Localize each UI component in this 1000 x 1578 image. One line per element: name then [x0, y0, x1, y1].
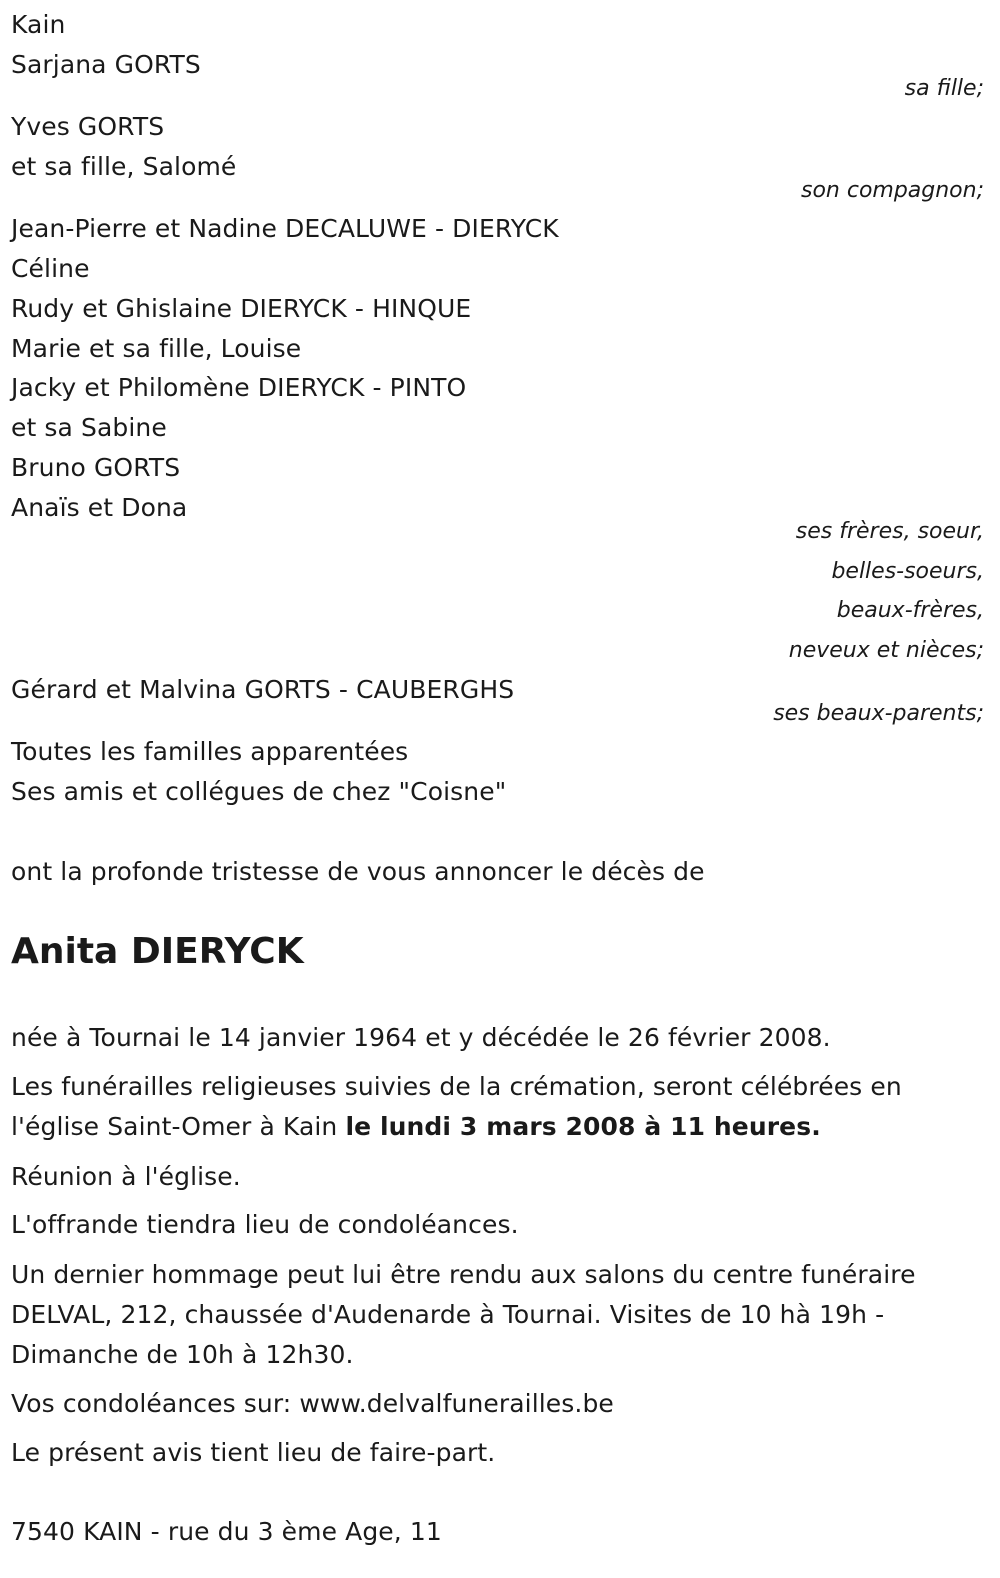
deceased-name: Anita DIERYCK — [11, 931, 304, 972]
family-line: Céline — [11, 254, 90, 283]
announcement-text: ont la profonde tristesse de vous annoncer le décès de — [11, 857, 705, 886]
family-line: Bruno GORTS — [11, 453, 181, 482]
faire-part-text: Le présent avis tient lieu de faire-part. — [11, 1438, 496, 1467]
family-line: et sa fille, Salomé — [11, 152, 237, 181]
hommage-text: DELVAL, 212, chaussée d'Audenarde à Tournai. Visites de 10 hà 19h - — [11, 1300, 885, 1329]
relation-label: neveux et nièces; — [788, 638, 984, 663]
relation-label: beaux-frères, — [836, 598, 984, 623]
family-line: Rudy et Ghislaine DIERYCK - HINQUE — [11, 294, 472, 323]
hommage-text: Dimanche de 10h à 12h30. — [11, 1340, 354, 1369]
family-line: Jean-Pierre et Nadine DECALUWE - DIERYCK — [11, 214, 559, 243]
funeral-date: le lundi 3 mars 2008 à 11 heures. — [345, 1112, 821, 1141]
family-line: Marie et sa fille, Louise — [11, 334, 302, 363]
birth-death-text: née à Tournai le 14 janvier 1964 et y décédée le 26 février 2008. — [11, 1023, 831, 1052]
funeral-text — [11, 1112, 821, 1142]
reunion-text: Réunion à l'église. — [11, 1162, 241, 1191]
funeral-text: Les funérailles religieuses suivies de la crémation, seront célébrées en — [11, 1072, 902, 1101]
family-line: Yves GORTS — [11, 112, 165, 141]
relation-label: ses beaux-parents; — [773, 701, 984, 726]
family-line: Jacky et Philomène DIERYCK - PINTO — [11, 373, 467, 402]
condoleances-text: Vos condoléances sur: www.delvalfunerailles.be — [11, 1389, 614, 1418]
hommage-text: Un dernier hommage peut lui être rendu aux salons du centre funéraire — [11, 1260, 916, 1289]
relation-label: belles-soeurs, — [831, 559, 984, 584]
funeral-place: l'église Saint-Omer à Kain — [11, 1112, 346, 1141]
family-line: Kain — [11, 10, 66, 39]
offrande-text: L'offrande tiendra lieu de condoléances. — [11, 1210, 519, 1239]
family-line: et sa Sabine — [11, 413, 167, 442]
relation-label: son compagnon; — [800, 178, 984, 203]
family-line: Gérard et Malvina GORTS - CAUBERGHS — [11, 675, 515, 704]
address-text: 7540 KAIN - rue du 3 ème Age, 11 — [11, 1517, 442, 1546]
family-line: Anaïs et Dona — [11, 493, 188, 522]
relation-label: sa fille; — [904, 76, 984, 101]
family-line: Ses amis et collégues de chez "Coisne" — [11, 777, 507, 806]
relation-label: ses frères, soeur, — [795, 519, 984, 544]
family-line: Toutes les familles apparentées — [11, 737, 409, 766]
family-line: Sarjana GORTS — [11, 50, 201, 79]
